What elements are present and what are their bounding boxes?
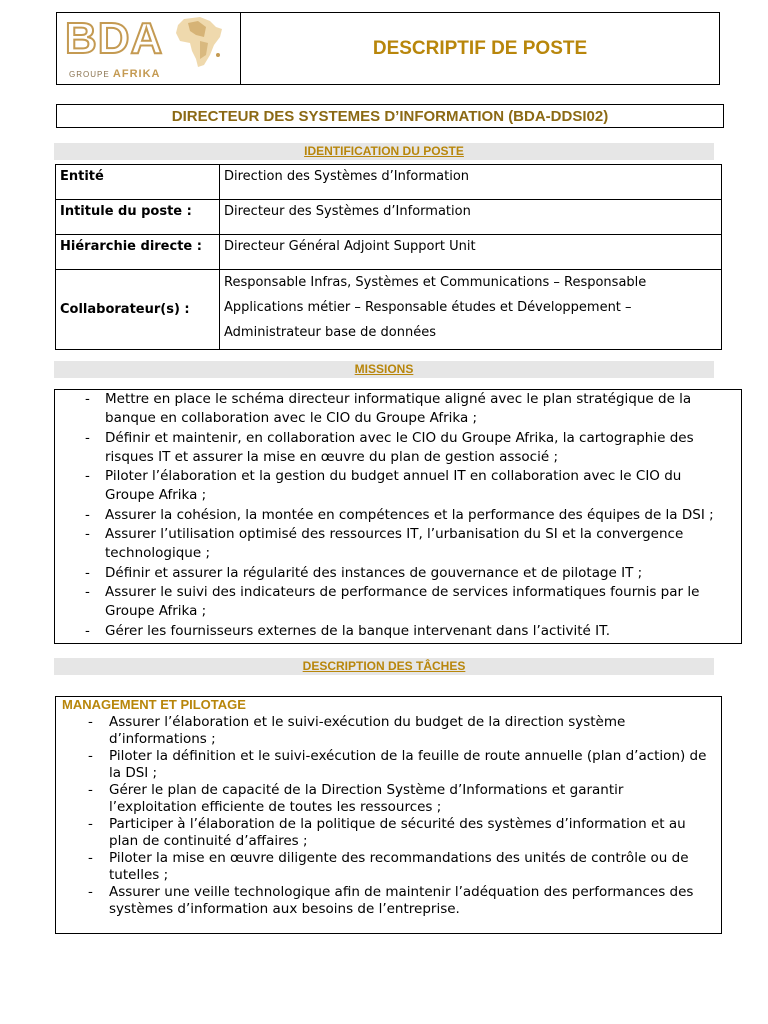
list-item: - Participer à l’élaboration de la politique de sécurité des systèmes d’information et au plan de continuité d’affaires ; (56, 816, 721, 850)
identification-heading (54, 143, 714, 160)
document-title: DESCRIPTIF DE POSTE (372, 37, 588, 59)
missions-heading-text: MISSIONS (354, 362, 414, 376)
list-item: - Piloter la mise en œuvre diligente des recommandations des unités de contrôle ou de tutelles ; (56, 850, 721, 884)
job-title: DIRECTEUR DES SYSTEMES D’INFORMATION (BDA-DDSI02) (56, 104, 724, 128)
list-item: - Assurer la cohésion, la montée en compétences et la performance des équipes de la DSI ; (55, 506, 741, 525)
list-item: - Gérer les fournisseurs externes de la banque intervenant dans l’activité IT. (55, 622, 741, 641)
missions-list (55, 390, 741, 641)
row-value: Directeur des Systèmes d’Information (220, 200, 722, 235)
tasks-subheading: MANAGEMENT ET PILOTAGE (62, 697, 246, 712)
list-item: - Mettre en place le schéma directeur informatique aligné avec le plan stratégique de la banque en collaboration avec le CIO du Groupe Afrika ; (55, 390, 741, 429)
list-item: - Piloter l’élaboration et la gestion du budget annuel IT en collaboration avec le CIO du Groupe Afrika ; (55, 467, 741, 506)
list-item: - Définir et assurer la régularité des instances de gouvernance et de pilotage IT ; (55, 564, 741, 583)
row-label: Collaborateur(s) : (56, 270, 220, 350)
table-row (56, 235, 722, 270)
row-label: Intitule du poste : (56, 200, 220, 235)
list-item: - Assurer l’élaboration et le suivi-exécution du budget de la direction système d’informations ; (56, 714, 721, 748)
list-item: - Assurer le suivi des indicateurs de performance de services informatiques fournis par le Groupe Afrika ; (55, 583, 741, 622)
list-item: - Assurer l’utilisation optimisé des ressources IT, l’urbanisation du SI et la convergence technologique ; (55, 525, 741, 564)
row-label: Entité (56, 165, 220, 200)
row-value: Directeur Général Adjoint Support Unit (220, 235, 722, 270)
list-item: - Assurer une veille technologique afin de maintenir l’adéquation des performances des systèmes d’information aux besoins de l’entreprise. (56, 884, 721, 918)
list-item: - Piloter la définition et le suivi-exécution de la feuille de route annuelle (plan d’action) de la DSI ; (56, 748, 721, 782)
tasks-box (55, 696, 722, 934)
list-item: - Gérer le plan de capacité de la Direction Système d’Informations et garantir l’exploitation efficiente de toutes les ressources ; (56, 782, 721, 816)
row-value: Direction des Systèmes d’Information (220, 165, 722, 200)
row-value: Responsable Infras, Systèmes et Communications – Responsable Applications métier – Responsable études et Développement – Administrateur base de données (220, 270, 722, 350)
table-row (56, 200, 722, 235)
missions-heading (54, 361, 714, 378)
company-logo: BDA (65, 14, 164, 63)
document-header (56, 12, 720, 85)
row-label: Hiérarchie directe : (56, 235, 220, 270)
tasks-heading (54, 658, 714, 675)
table-row (56, 165, 722, 200)
logo-subtitle (69, 68, 160, 80)
identification-heading-text: IDENTIFICATION DU POSTE (304, 144, 464, 158)
africa-map-icon (170, 15, 230, 71)
table-row (56, 270, 722, 350)
tasks-heading-text: DESCRIPTION DES TÂCHES (302, 659, 466, 673)
logo-cell (57, 13, 241, 84)
list-item: - Définir et maintenir, en collaboration avec le CIO du Groupe Afrika, la cartographie des risques IT et assurer la mise en œuvre du plan de gestion associé ; (55, 429, 741, 468)
missions-box (54, 389, 742, 644)
tasks-list (56, 714, 721, 918)
logo-sub-brand: AFRIKA (112, 68, 161, 80)
logo-sub-prefix: GROUPE (69, 70, 110, 79)
identification-table (55, 164, 722, 350)
